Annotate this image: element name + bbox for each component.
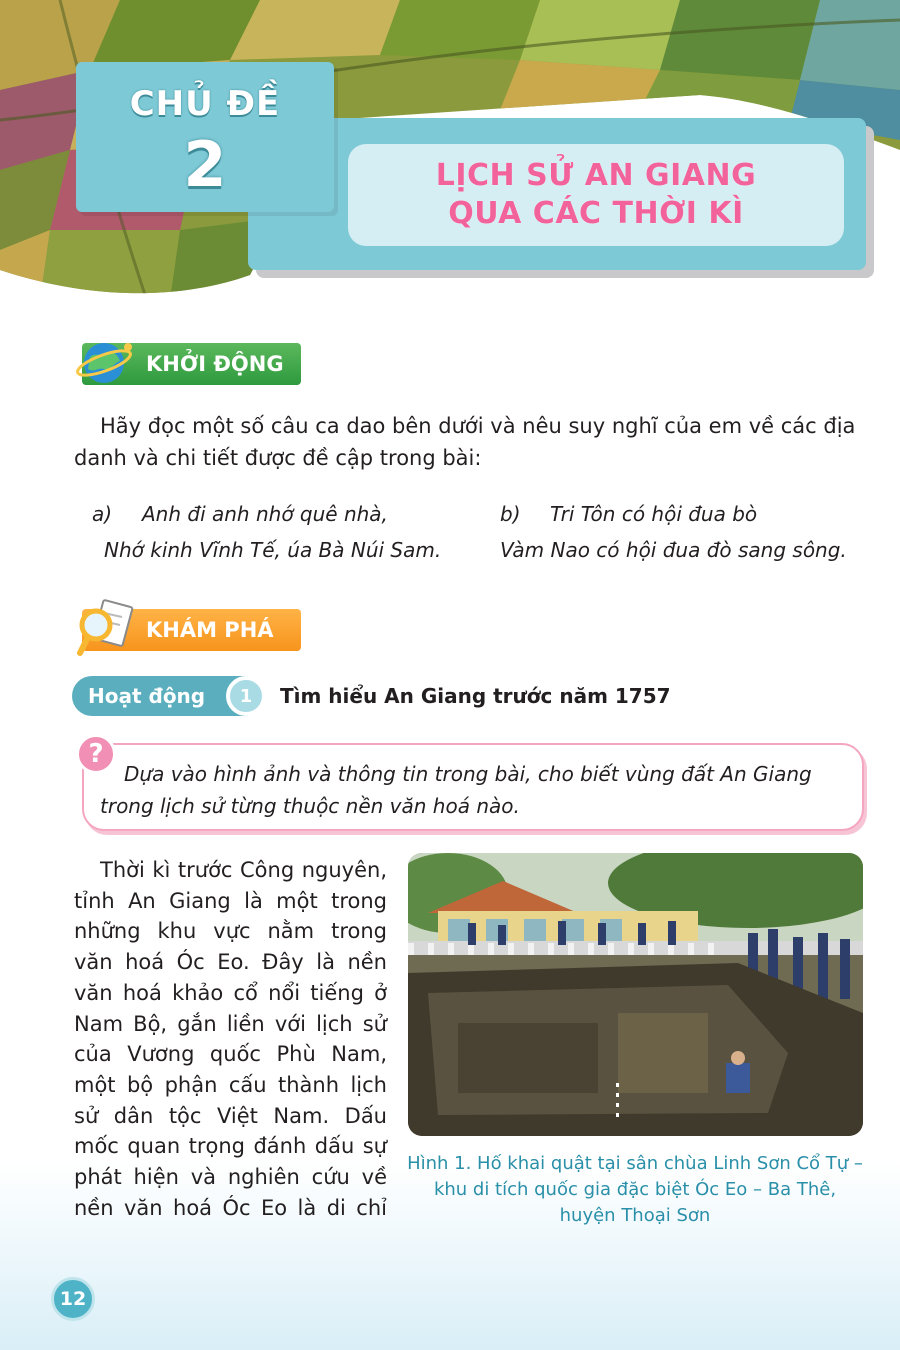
verse-a-line-1: Anh đi anh nhớ quê nhà, bbox=[142, 502, 388, 526]
start-section-tag bbox=[82, 343, 301, 385]
activity-number: 1 bbox=[226, 676, 266, 716]
verse-b-line-2: Vàm Nao có hội đua đò sang sông. bbox=[500, 538, 847, 562]
magnifier-book-icon bbox=[74, 595, 138, 659]
theme-number: 2 bbox=[183, 128, 227, 201]
page-number: 12 bbox=[51, 1277, 95, 1321]
activity-title: Tìm hiểu An Giang trước năm 1757 bbox=[280, 684, 671, 708]
verse-b bbox=[500, 496, 880, 568]
explore-section-tag bbox=[82, 609, 301, 651]
body-paragraph: Thời kì trước Công nguyên, tỉnh An Giang là một trong những khu vực nằm trong văn hoá Óc Eo. Đây là nền văn hoá khảo cổ nổi tiếng ở Nam Bộ, gắn liền với lịch sử của Vương quốc Phù Nam, một bộ phận cấu thành lịch sử dân tộc Việt Nam. Dấu mốc quan trọng đánh dấu sự phát hiện và nghiên cứu về nền văn hoá Óc Eo là di chỉ bbox=[74, 858, 387, 1220]
question-mark-icon: ? bbox=[76, 734, 116, 774]
intro-text: Hãy đọc một số câu ca dao bên dưới và nêu suy nghĩ của em về các địa danh và chi tiết được đề cập trong bài: bbox=[74, 414, 856, 470]
topic-title-line-2: QUA CÁC THỜI KÌ bbox=[448, 196, 744, 231]
theme-label: CHỦ ĐỀ bbox=[129, 84, 281, 124]
activity-header bbox=[72, 676, 671, 716]
start-section-label: KHỞI ĐỘNG bbox=[146, 352, 284, 376]
topic-title-panel bbox=[348, 144, 844, 246]
verse-a bbox=[92, 496, 472, 568]
excavation-photo bbox=[408, 853, 863, 1136]
activity-label: Hoạt động bbox=[88, 684, 206, 708]
verse-a-mark: a) bbox=[92, 502, 113, 526]
question-text: Dựa vào hình ảnh và thông tin trong bài, cho biết vùng đất An Giang trong lịch sử từng thuộc nền văn hoá nào. bbox=[100, 762, 812, 818]
header-banner bbox=[0, 0, 900, 310]
verse-b-line-1: Tri Tôn có hội đua bò bbox=[550, 502, 758, 526]
activity-pill bbox=[72, 676, 253, 716]
theme-badge bbox=[76, 62, 334, 212]
explore-section-label: KHÁM PHÁ bbox=[146, 618, 274, 642]
photo-caption: Hình 1. Hố khai quật tại sân chùa Linh Sơn Cổ Tự – khu di tích quốc gia đặc biệt Óc Eo – Ba Thê, huyện Thoại Sơn bbox=[407, 1153, 863, 1226]
globe-icon bbox=[74, 329, 138, 393]
verse-a-line-2: Nhớ kinh Vĩnh Tế, úa Bà Núi Sam. bbox=[104, 538, 442, 562]
topic-title-line-1: LỊCH SỬ AN GIANG bbox=[435, 158, 757, 193]
verse-b-mark: b) bbox=[500, 502, 521, 526]
topic-title-bar bbox=[248, 118, 866, 270]
